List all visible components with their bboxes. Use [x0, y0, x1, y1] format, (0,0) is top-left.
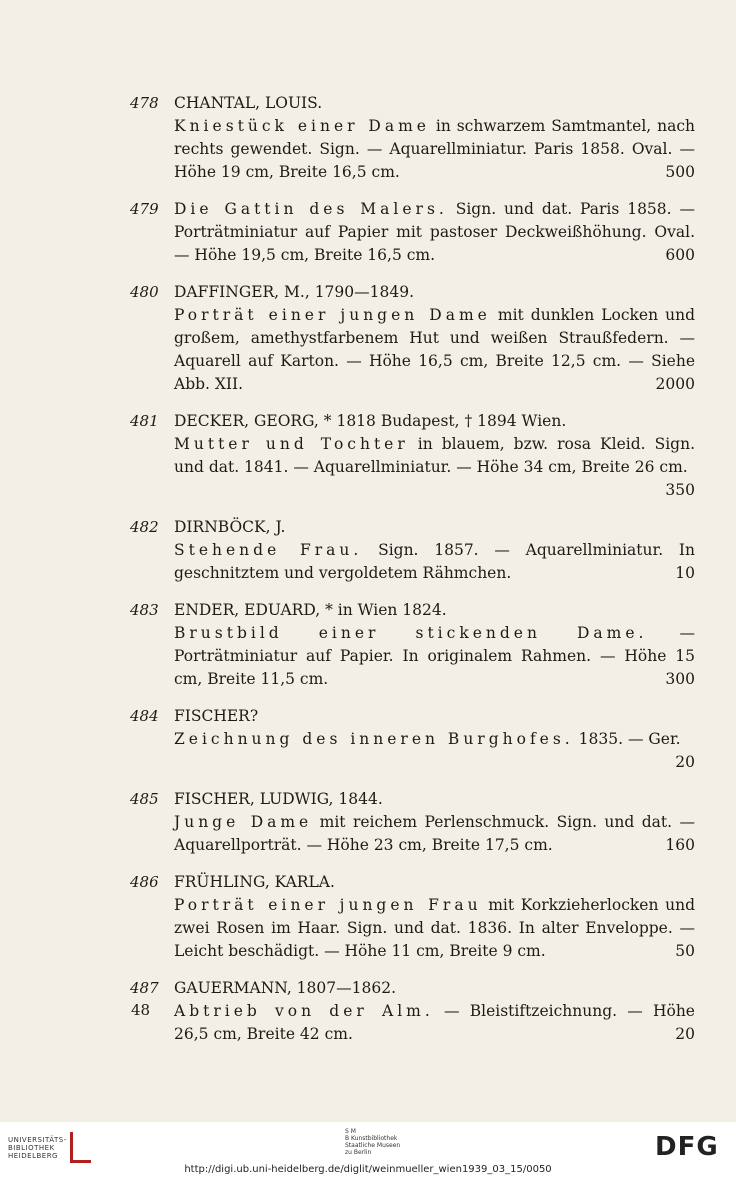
university-library-logo-text: UNIVERSITÄTS- BIBLIOTHEK HEIDELBERG [8, 1136, 67, 1160]
lot-number: 485 [130, 790, 159, 808]
estimate-price: 160 [665, 836, 695, 854]
university-emblem-icon [70, 1132, 91, 1163]
entry-description [174, 115, 695, 184]
entry-description [174, 539, 695, 585]
artwork-details: mit dunklen Locken und großem, amethystfarbenem Hut und weißen Straußfedern. — Aquarell auf Karton. — Höhe 16,5 cm, Breite 12,5 cm. — Siehe Abb. XII. [174, 306, 695, 393]
catalog-entry [130, 871, 695, 963]
estimate-price: 300 [665, 670, 695, 688]
artwork-title: Zeichnung des inneren Burghofes. [174, 730, 574, 748]
viewer-footer [0, 1122, 736, 1177]
artist-name: DIRNBÖCK, J. [174, 518, 286, 536]
estimate-price: 600 [665, 246, 695, 264]
artwork-details: Sign. und dat. Paris 1858. — Porträtminiatur auf Papier mit pastoser Deckweißhöhung. Oval. — Höhe 19,5 cm, Breite 16,5 cm. [174, 200, 695, 264]
artist-name: FISCHER? [174, 707, 259, 725]
artwork-title: Brustbild einer stickenden Dame. [174, 624, 648, 642]
catalog-entry [130, 599, 695, 691]
entry-description [174, 811, 695, 857]
estimate-price: 50 [675, 942, 695, 960]
artwork-title: Porträt einer jungen Frau [174, 896, 482, 914]
lot-number: 487 [130, 979, 159, 997]
entry-description [174, 728, 695, 774]
artwork-title: Junge Dame [174, 813, 313, 831]
entry-description [174, 622, 695, 691]
artwork-details: Sign. 1857. — Aquarellminiatur. In geschnitztem und vergoldetem Rähmchen. [174, 541, 695, 582]
lot-number: 478 [130, 94, 159, 112]
catalog-entry [130, 977, 695, 1046]
artwork-title: Stehende Frau. [174, 541, 363, 559]
estimate-price: 10 [675, 564, 695, 582]
catalog-entry [130, 198, 695, 267]
lot-number: 482 [130, 518, 159, 536]
artwork-title: Abtrieb von der Alm. [174, 1002, 434, 1020]
artist-name: FISCHER, LUDWIG, 1844. [174, 790, 383, 808]
artist-name: FRÜHLING, KARLA. [174, 873, 335, 891]
lot-number: 486 [130, 873, 159, 891]
catalog-entry [130, 410, 695, 502]
estimate-price: 350 [665, 481, 695, 499]
catalog-entry [130, 705, 695, 774]
artwork-details: — Bleistiftzeichnung. — Höhe 26,5 cm, Breite 42 cm. [174, 1002, 695, 1043]
artist-name: GAUERMANN, 1807—1862. [174, 979, 396, 997]
kunstbibliothek-logo[interactable] [345, 1128, 400, 1156]
artist-name: CHANTAL, LOUIS. [174, 94, 323, 112]
artwork-title: Kniestück einer Dame [174, 117, 430, 135]
catalog-entry [130, 788, 695, 857]
artist-name: DAFFINGER, M., 1790—1849. [174, 283, 415, 301]
lot-number: 483 [130, 601, 159, 619]
estimate-price: 2000 [655, 375, 695, 393]
lot-number: 484 [130, 707, 159, 725]
artist-name: ENDER, EDUARD, * in Wien 1824. [174, 601, 447, 619]
artwork-title: Mutter und Tochter [174, 435, 409, 453]
entry-description [174, 894, 695, 963]
dfg-logo[interactable]: DFG [655, 1132, 719, 1162]
artist-name: DECKER, GEORG, * 1818 Budapest, † 1894 Wien. [174, 412, 567, 430]
kunstbibliothek-logo-text: S M B Kunstbibliothek Staatliche Museen zu Berlin [345, 1128, 401, 1156]
artwork-details: mit reichem Perlenschmuck. Sign. und dat. — Aquarellporträt. — Höhe 23 cm, Breite 17,5 cm. [174, 813, 695, 854]
entry-description [174, 433, 695, 502]
catalog-entry [130, 516, 695, 585]
catalog-entry [130, 92, 695, 184]
entry-description [174, 1000, 695, 1046]
entry-description [174, 304, 695, 396]
university-library-logo[interactable] [8, 1136, 67, 1160]
artwork-title: Die Gattin des Malers. [174, 200, 448, 218]
artwork-details: 1835. — Ger. [573, 730, 681, 748]
estimate-price: 500 [665, 163, 695, 181]
entry-description [174, 198, 695, 267]
estimate-price: 20 [675, 1025, 695, 1043]
artwork-details: in schwarzem Samtmantel, nach rechts gewendet. Sign. — Aquarellminiatur. Paris 1858. Oval. — Höhe 19 cm, Breite 16,5 cm. [174, 117, 695, 181]
artwork-details: in blauem, bzw. rosa Kleid. Sign. und dat. 1841. — Aquarellminiatur. — Höhe 34 cm, Breite 26 cm. [174, 435, 695, 476]
artwork-details: mit Korkzieherlocken und zwei Rosen im Haar. Sign. und dat. 1836. In alter Enveloppe. — Leicht beschädigt. — Höhe 11 cm, Breite 9 cm. [174, 896, 695, 960]
estimate-price: 20 [675, 753, 695, 771]
artwork-details: — Porträtminiatur auf Papier. In originalem Rahmen. — Höhe 15 cm, Breite 11,5 cm. [174, 624, 695, 688]
lot-number: 479 [130, 200, 159, 218]
page-number: 48 [131, 1001, 151, 1019]
catalog-entry [130, 281, 695, 396]
source-url[interactable]: http://digi.ub.uni-heidelberg.de/diglit/weinmueller_wien1939_03_15/0050 [184, 1164, 552, 1175]
catalog-entries [130, 92, 695, 1060]
artwork-title: Porträt einer jungen Dame [174, 306, 491, 324]
lot-number: 480 [130, 283, 159, 301]
lot-number: 481 [130, 412, 159, 430]
